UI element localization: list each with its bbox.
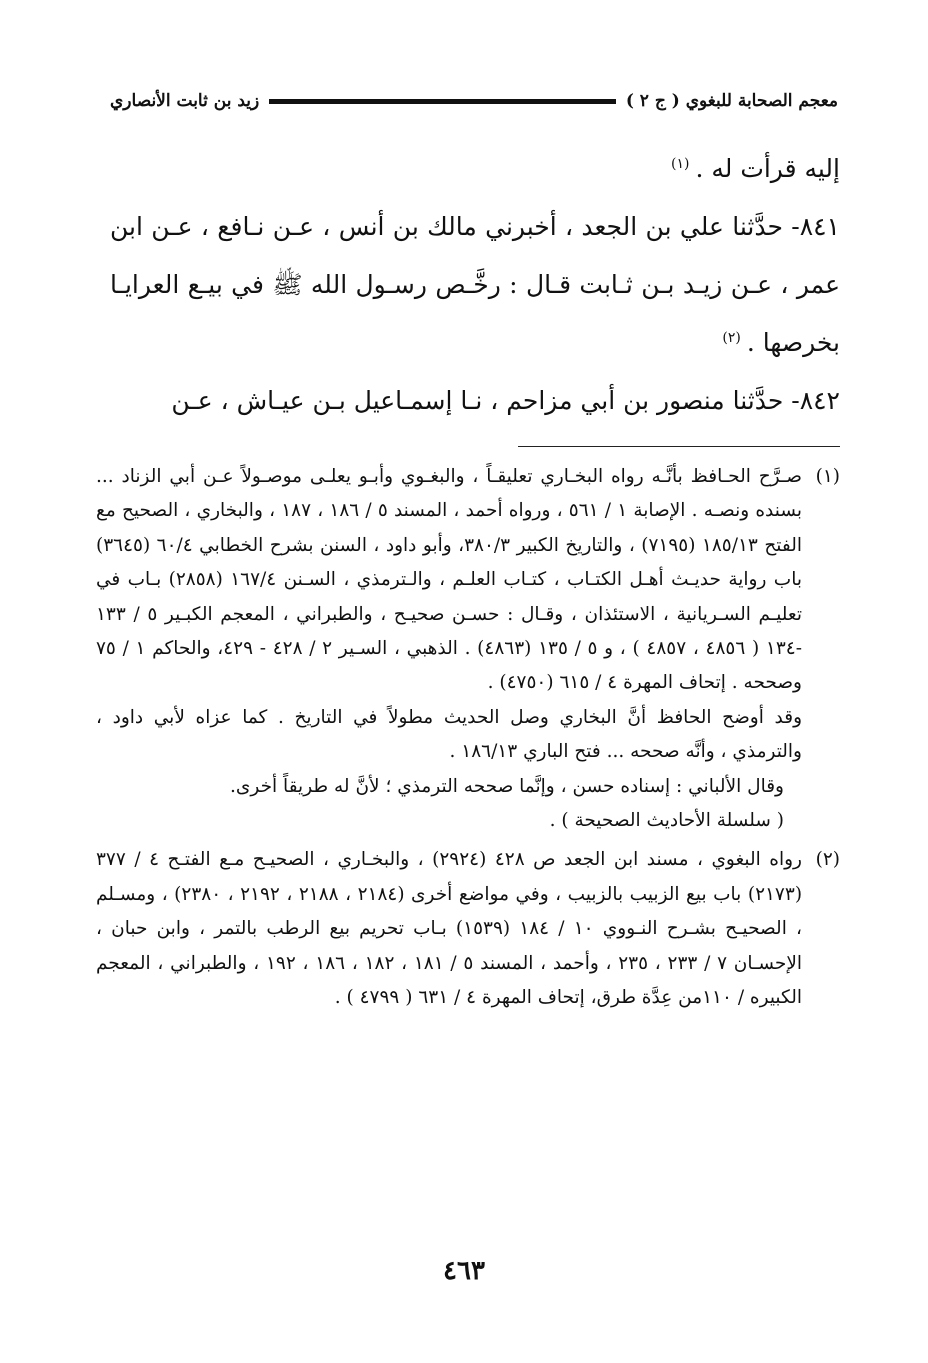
- book-title: معجم الصحابة للبغوي ( ج ٢ ): [625, 91, 838, 111]
- footnote-number: (٢): [815, 849, 840, 871]
- footnote-paragraph: صـرَّح الحـافظ بأنَّـه رواه البخـاري تعليقـاً ، والبغـوي وأبـو يعلـى موصـولاً عـن أبي الزناد ... بسنده ونصـه . الإصابة ١ / ٥٦١ ، ورواه أحمد ، المسند ٥ / ١٨٦ ، ١٨٧ ، والبخاري ، الصحيح مع الفتح ١٨٥/١٣ (٧١٩٥) ، والتاريخ الكبير ٣٨٠/٣، وأبو داود ، السنن بشرح الخطابي ٦٠/٤ (٣٦٤٥) باب رواية حديـث أهـل الكتـاب ، كتـاب العلـم ، والـترمذي ، السـنن ١٦٧/٤ (٢٨٥٨) بـاب في تعليـم السـريانية ، الاستئذان ، وقـال : حسـن صحيـح ، والطبراني ، المعجم الكبـير ٥ / ١٣٣ -١٣٤ ( ٤٨٥٦ ، ٤٨٥٧ ) ، و ٥ / ١٣٥ (٤٨٦٣) . الذهبي ، السـير ٢ / ٤٢٨ - ٤٢٩، والحاكم ١ / ٧٥ وصححه . إتحاف المهرة ٤ / ٦١٥ (٤٧٥٠) .: [96, 466, 802, 694]
- main-text: [110, 140, 840, 430]
- header-rule: [269, 99, 616, 104]
- footnote-paragraph: ( سلسلة الأحاديث الصحيحة ) .: [549, 810, 784, 832]
- hadith-number: ٨٤١-: [791, 212, 840, 241]
- hadith-number: ٨٤٢-: [791, 386, 840, 415]
- chapter-title: زيد بن ثابت الأنصاري: [110, 91, 260, 111]
- continuation-text: إليه قرأت له .: [695, 154, 840, 183]
- footnote-paragraph: رواه البغوي ، مسند ابن الجعد ص ٤٢٨ (٢٩٢٤) ، والبخـاري ، الصحيـح مـع الفتـح ٤ / ٣٧٧ (٢١٧٣) باب بيع الزبيب بالزبيب ، وفي مواضع أخرى (٢١٨٤ ، ٢١٨٨ ، ٢١٩٢ ، ٢٣٨٠) ، ومسـلم ، الصحيـح بشـرح النـووي ١٠ / ١٨٤ (١٥٣٩) بـاب تحريم بيع الرطب بالتمر ، وابن حبان ، الإحسـان ٧ / ٢٣٣ ، ٢٣٥ ، وأحمد ، المسند ٥ / ١٨١ ، ١٨٢ ، ١٨٦ ، ١٩٢ ، والطبراني ، المعجم الكبيره / ١١٠من عِدَّة طرق، إتحاف المهرة ٤ / ٦٣١ ( ٤٧٩٩ ) .: [96, 849, 803, 1009]
- footnote-number: (١): [815, 466, 840, 487]
- hadith-842: [110, 372, 840, 430]
- footnote-ref-2: (٢): [722, 329, 741, 346]
- continuation-line: [110, 140, 840, 198]
- footnote-ref-1: (١): [670, 155, 690, 172]
- hadith-text: حدَّثنا منصور بن أبي مزاحم ، نـا إسمـاعيل بـن عيـاش ، عـن: [171, 386, 784, 415]
- running-header: [110, 86, 838, 116]
- footnote-separator: [518, 446, 840, 447]
- footnote-body: [96, 843, 802, 1015]
- footnote-2: [96, 843, 840, 1015]
- footnote-paragraph: وقال الألباني : إسناده حسن ، وإنَّما صححه الترمذي ؛ لأنَّ له طريقاً أخرى.: [230, 775, 784, 797]
- footnote-body: [96, 460, 802, 838]
- page-number: ٤٦٣: [443, 1256, 485, 1286]
- hadith-841: [110, 198, 840, 372]
- footnotes: [96, 460, 840, 1021]
- footnote-paragraph: وقد أوضح الحافظ أنَّ البخاري وصل الحديث مطولاً في التاريخ . كما عزاه لأبي داود ، والترمذي ، وأنَّه صححه ... فتح الباري ١٨٦/١٣ .: [96, 706, 802, 763]
- hadith-text: حدَّثنا علي بن الجعد ، أخبرني مالك بن أنس ، عـن نـافع ، عـن ابن عمر ، عـن زيـد بـن ثـابت قـال : رخَّـص رسـول الله ﷺ في بيـع العرايـا بخرصها .: [110, 212, 840, 357]
- footnote-1: [96, 460, 840, 838]
